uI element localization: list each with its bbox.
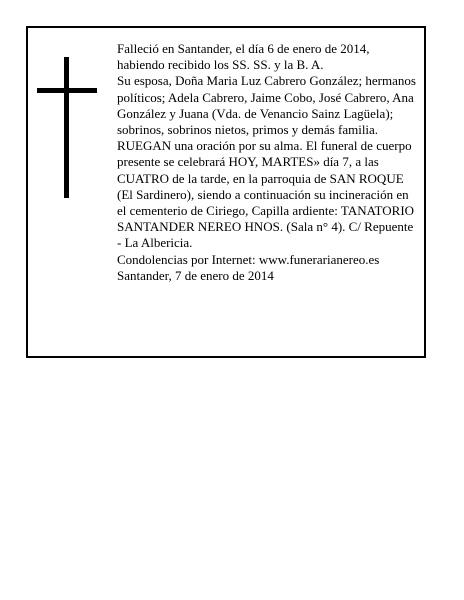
funeral-details-paragraph: RUEGAN una oración por su alma. El funeral de cuerpo presente se celebrará HOY, MARTES» día 7, a las CUATRO de la tarde, en la parroquia de SAN ROQUE (El Sardinero), siendo a continuación su incineración en el cementerio de Ciriego, Capilla ardiente: TANATORIO SANTANDER NEREO HNOS. (Sala n° 4). C/ Repuente - La Albericia.	[117, 138, 415, 251]
place-date-paragraph: Santander, 7 de enero de 2014	[117, 267, 274, 283]
cross-icon	[37, 57, 97, 198]
obituary-text	[117, 41, 420, 284]
cross-horizontal-bar	[37, 88, 97, 93]
online-condolences-paragraph: Condolencias por Internet: www.funerarianereo.es	[117, 251, 380, 267]
family-paragraph: Su esposa, Doña Maria Luz Cabrero González; hermanos políticos; Adela Cabrero, Jaime Cobo, José Cabrero, Ana González y Juana (Vda. de Venancio Sainz Lagüela); sobrinos, sobrinos nietos, primos y demás familia.	[117, 73, 416, 138]
death-announcement-paragraph: Falleció en Santander, el día 6 de enero de 2014, habiendo recibido los SS. SS. y la B. A.	[117, 41, 370, 73]
obituary-notice-frame	[26, 26, 426, 358]
cross-vertical-bar	[64, 57, 69, 198]
